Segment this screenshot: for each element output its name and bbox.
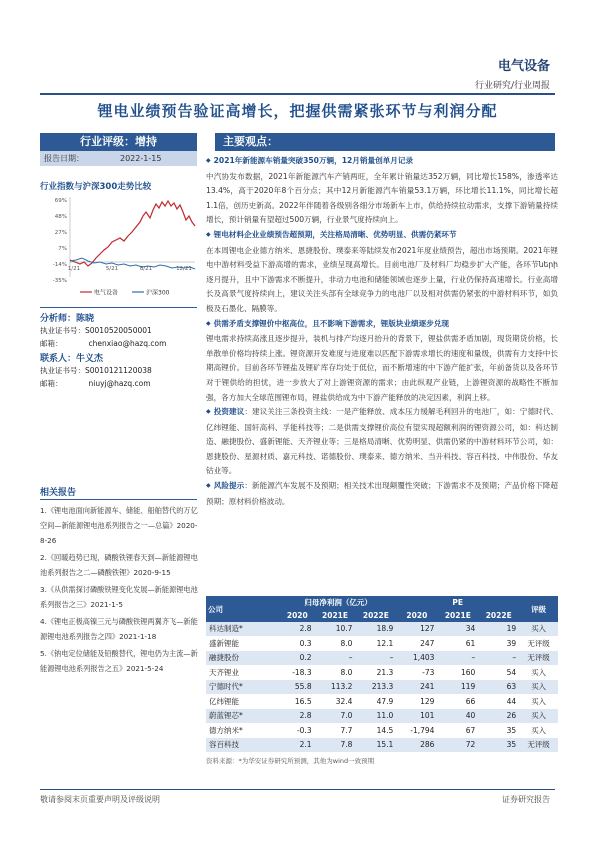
y-tick-label: 27% [54,230,67,236]
rating-cell: 买入 [519,694,558,709]
table-source: 资料来源：*为华安证券研究所预测，其他为wind一致预期 [206,757,375,765]
company-name-cell: 宁德时代* [206,680,280,695]
table-row [206,665,558,680]
y-tick-label: -35% [52,278,67,284]
value-cell: 2.8 [280,622,315,636]
report-date-bar [40,151,197,166]
table-row [206,636,558,651]
section-paragraph: 中汽协发布数据，2021年新能源汽车产销两旺，全年累计销量达352万辆，同比增长158%，渗透率达13.4%，高于2020年8个百分点；其中12月新能源汽车销量53.1万辆，环比增长11.1%，同比增长超1.1倍，创历史新高。2022年伴随着各级别各细分市场新车上市，供给持续拉动需求，支撑下游销量持续增长，预计销量有望超过500万辆，行业景气度持续向上。 [206,171,558,225]
table-row [206,694,558,709]
value-cell: 39 [478,636,519,651]
email-link[interactable]: chenxiao@hazq.com [88,339,167,348]
y-tick-label: 48% [54,214,67,220]
rating-cell: 无评级 [519,738,558,753]
value-cell: 10.7 [315,622,356,636]
value-cell: 72 [437,738,478,753]
section-paragraph: 建议关注三条投资主线：一是产能释放、成本压力缓解毛利回升的电池厂，如：宁德时代、亿纬锂能、国轩高科、孚能科技等；二是供需支撑锂价高位有望实现超额利润的锂资源公司，如：科达制造、融捷股份、盛新锂能、天齐锂业等；三是格局清晰、优势明显、供需仍紧的中游材料环节公司，如：恩捷股份、星源材质、嘉元科技、诺德股份、璞泰来、德方纳米、当升科技、容百科技、中伟股份、华友钴业等。 [206,407,559,476]
value-cell: -1,794 [396,723,437,738]
company-name-cell: 天齐锂业 [206,665,280,680]
section-heading: ◆ 供需矛盾支撑锂价中枢高位，且不影响下游需求，锂版块业绩逐步兑现 [206,317,558,333]
value-cell: 11.0 [355,709,396,724]
x-tick-label: 5/21 [105,266,119,272]
col-profit: 归母净利润（亿元） [280,596,396,609]
value-cell: 7.0 [315,709,356,724]
value-cell: 35 [478,723,519,738]
y-axis-ticks [53,198,67,284]
value-cell: 2.8 [280,709,315,724]
value-cell: 66 [437,694,478,709]
value-cell: 0.2 [280,651,315,666]
value-cell: 12.1 [355,636,396,651]
value-cell: -18.3 [280,665,315,680]
related-report-item[interactable]: 3.《从供需探讨磷酸铁锂变化发展—新能源锂电池系列报告之三》2021-1-5 [40,585,198,609]
company-name-cell: 亿纬锂能 [206,694,280,709]
section-paragraph: 新能源汽车发展不及预期；相关技术出现颠覆性突破；下游需求不及预期；产品价格下降超预期；原材料价格波动。 [206,481,559,506]
value-cell: 213.3 [355,680,396,695]
value-cell: 34 [437,622,478,636]
footer-brand: 证券研究报告 [502,795,550,804]
report-date-value: 2022-1-15 [120,154,162,163]
page-title: 锂电业绩预告验证高增长，把握供需紧张环节与利润分配 [97,102,498,120]
value-cell: 14.5 [355,723,396,738]
table-row [206,680,558,695]
value-cell: 67 [437,723,478,738]
value-cell: 61 [437,636,478,651]
x-tick-label: 8/21 [139,266,153,272]
y-tick-label: 7% [58,246,67,252]
value-cell: 129 [396,694,437,709]
rating-cell: 无评级 [519,636,558,651]
rating-cell: 买入 [519,622,558,636]
risk-warning: ◆ 风险提示：新能源汽车发展不及预期；相关技术出现颠覆性突破；下游需求不及预期；产品价格下降超预期；原材料价格波动。 [206,479,558,509]
value-cell: 55.8 [280,680,315,695]
investment-advice: ◆ 投资建议：建议关注三条投资主线：一是产能释放、成本压力缓解毛利回升的电池厂，如：宁德时代、亿纬锂能、国轩高科、孚能科技等；二是供需支撑锂价高位有望实现超额利润的锂资源公司，如：科达制造、融捷股份、盛新锂能、天齐锂业等；三是格局清晰、优势明显、供需仍紧的中游材料环节公司，如：恩捷股份、星源材质、嘉元科技、诺德股份、璞泰来、德方纳米、当升科技、容百科技、中伟股份、华友钴业等。 [206,405,558,479]
related-report-item[interactable]: 4.《锂电正极高镍三元与磷酸铁锂两翼齐飞—新能源锂电池系列报告之四》2021-1-18 [40,617,198,641]
value-cell: 26 [478,709,519,724]
x-tick-label: 12/21 [176,266,192,272]
table-row [206,723,558,738]
y-tick-label: -14% [52,262,67,268]
section-heading: ◆ 风险提示 [206,481,244,490]
value-cell: 40 [437,709,478,724]
valuation-table [206,596,558,753]
industry-rating: 行业评级：增持 [40,133,197,151]
value-cell: 247 [396,636,437,651]
legend-hs300-label: 沪深300 [146,289,170,297]
value-cell: 7.7 [315,723,356,738]
key-points-body [206,154,558,509]
legend-sector-label: 电气设备 [94,289,119,297]
col-company: 公司 [206,596,280,622]
analyst-2-heading [40,351,103,364]
section-paragraph: 锂电需求持续高涨且逐步提升，装机与排产均逐月抬升的背景下，锂盐供需矛盾加剧，现货期货价格，长单散单价格均持续上涨。锂资源开发难度与进度难以匹配下游需求增长的速度和量级，供需有力支持中长期高锂价。目前各环节锂盐及锂矿库存均处于低位，而不断增速的中下游产能扩张，年前备货以及各环节对于锂供给的担忧，进一步放大了对上游锂资源的需求；由此纵观产业链，上游锂资源的战略性不断加强，各方加大全球范围锂布局，锂盐供给成为中下游产能释放的决定因素，利润上移。 [206,334,558,402]
value-cell: – [437,651,478,666]
cert-label: 执业证书号： [40,366,85,375]
value-cell: 241 [396,680,437,695]
value-cell: – [355,651,396,666]
value-cell: 44 [478,694,519,709]
email-link[interactable]: niuyj@hazq.com [88,379,151,388]
company-name-cell: 科达制造* [206,622,280,636]
value-cell: 119 [437,680,478,695]
value-cell: 18.9 [355,622,396,636]
footer-divider [40,789,555,790]
table-row [206,622,558,636]
analyst-1-email [40,338,166,349]
rating-cell: 无评级 [519,651,558,666]
x-tick-label: 1/21 [67,266,81,272]
value-cell: 21.3 [355,665,396,680]
value-cell: 32.4 [315,694,356,709]
sector-title: 电气设备 [497,59,550,74]
company-name-cell: 德方纳米* [206,723,280,738]
col-year: 2022E [478,609,519,622]
analyst-label: 分析师： [40,314,77,324]
x-axis-ticks [68,266,192,272]
section-heading: ◆ 2021年新能源车销量突破350万辆，12月销量创单月记录 [206,154,558,170]
col-year: 2020 [396,609,437,622]
table-row [206,738,558,753]
sector-index-line [70,201,195,266]
analyst-2-email [40,378,151,389]
cert-number: S0010121120038 [85,366,152,375]
col-year: 2020 [280,609,315,622]
value-cell: 0.3 [280,636,315,651]
value-cell: 16.5 [280,694,315,709]
header-divider [40,93,555,95]
y-tick-label: 69% [54,198,67,204]
rating-cell: 买入 [519,665,558,680]
value-cell: 8.0 [315,636,356,651]
value-cell: 8.0 [315,665,356,680]
related-report-item[interactable]: 1.《锂电池面向新能源车、储能、船舶替代的万亿空间—新能源锂电池系列报告之一—总篇》2020-8-26 [40,506,198,545]
value-cell: – [478,651,519,666]
company-name-cell: 盛新锂能 [206,636,280,651]
rating-cell: 买入 [519,723,558,738]
contact-label: 联系人： [40,354,77,364]
value-cell: 54 [478,665,519,680]
section-paragraph: 在本周锂电企业德方纳米、恩捷股份、璞泰来等陆续发布2021年度业绩预告，超出市场预期。2021年锂电中游材料受益下游高增的需求，业绩呈现高增长。目前电池厂及材料厂均稳步扩大产能，各环节ների逐月提升，且中下游需求不断提升，非动力电池和储能领域也逐步上量，行业仍保持高速增长。行业高增长及高景气度持续向上，建议关注头部有全球竞争力的电池厂以及相对供需仍紧张的中游材料环节，如负极及石墨化、隔膜等。 [206,245,558,313]
col-year: 2021E [437,609,478,622]
analyst-2-cert [40,365,152,376]
col-rating: 评级 [519,596,558,622]
company-name-cell: 容百科技 [206,738,280,753]
col-year: 2021E [315,609,356,622]
company-name-cell: 融捷股份 [206,651,280,666]
value-cell: 2.1 [280,738,315,753]
table-row [206,709,558,724]
value-cell: -0.3 [280,723,315,738]
section-heading: ◆ 投资建议 [206,407,244,416]
report-date-label: 报告日期： [44,154,84,163]
analyst-1-cert [40,325,152,336]
related-reports-divider [40,499,197,500]
email-label: 邮箱： [40,339,63,348]
value-cell: 7.8 [315,738,356,753]
cert-number: S0010520050001 [85,326,152,335]
analyst-name: 陈晓 [76,314,95,324]
col-pe: PE [396,596,519,609]
value-cell: 1,403 [396,651,437,666]
value-cell: 47.9 [355,694,396,709]
table-row [206,651,558,666]
related-reports-list [40,503,200,678]
index-comparison-chart [40,192,200,302]
value-cell: 286 [396,738,437,753]
key-points-heading: 主要观点： [215,133,555,151]
col-year: 2022E [355,609,396,622]
report-type: 行业研究/行业周报 [474,81,550,91]
value-cell: 113.2 [315,680,356,695]
value-cell: 101 [396,709,437,724]
value-cell: -73 [396,665,437,680]
related-report-item[interactable]: 2.《回暖趋势已现，磷酸铁锂春天到—新能源锂电池系列报告之二—磷酸铁锂》2020-9-15 [40,553,198,577]
value-cell: 15.1 [355,738,396,753]
value-cell: 19 [478,622,519,636]
footer-disclaimer: 敬请参阅末页重要声明及评级说明 [40,795,160,804]
company-name-cell: 蔚蓝锂芯* [206,709,280,724]
contact-name: 牛义杰 [76,354,104,364]
section-heading: ◆ 锂电材料企业业绩预告超预期，关注格局清晰、优势明显、供需仍紧环节 [206,228,558,244]
analyst-divider [40,307,197,308]
related-report-item[interactable]: 5.《钠电定位储能及铅酸替代，锂电仍为主流—新能源锂电池系列报告之五》2021-5-24 [40,649,198,673]
value-cell: – [315,651,356,666]
value-cell: 160 [437,665,478,680]
email-label: 邮箱： [40,379,63,388]
value-cell: 127 [396,622,437,636]
analyst-1-heading [40,311,94,324]
value-cell: 35 [478,738,519,753]
related-reports-title: 相关报告 [40,488,77,498]
value-cell: 63 [478,680,519,695]
index-chart-title: 行业指数与沪深300走势比较 [40,182,152,192]
cert-label: 执业证书号： [40,326,85,335]
rating-cell: 买入 [519,709,558,724]
rating-cell: 买入 [519,680,558,695]
